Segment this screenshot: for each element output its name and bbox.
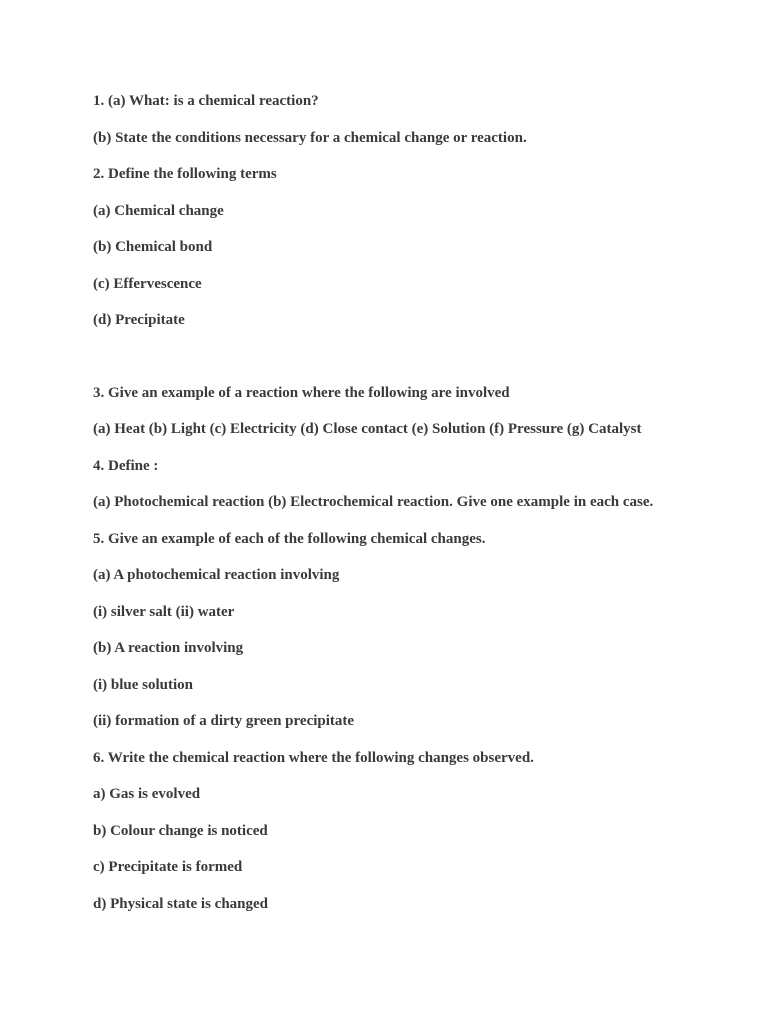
question-2a: (a) Chemical change: [93, 203, 224, 219]
question-6a: a) Gas is evolved: [93, 786, 201, 802]
question-5b: (b) A reaction involving: [93, 640, 244, 656]
question-1a: 1. (a) What: is a chemical reaction?: [93, 93, 319, 109]
question-4a: (a) Photochemical reaction (b) Electrochemical reaction. Give one example in each case.: [93, 494, 654, 510]
question-2d: (d) Precipitate: [93, 312, 185, 328]
question-6b: b) Colour change is noticed: [93, 823, 268, 839]
question-1b: (b) State the conditions necessary for a chemical change or reaction.: [93, 130, 527, 146]
question-2c: (c) Effervescence: [93, 276, 202, 292]
question-6-heading: 6. Write the chemical reaction where the following changes observed.: [93, 750, 534, 766]
question-2b: (b) Chemical bond: [93, 239, 213, 255]
question-5-heading: 5. Give an example of each of the following chemical changes.: [93, 531, 486, 547]
question-5b-i: (i) blue solution: [93, 677, 194, 693]
question-3-items: (a) Heat (b) Light (c) Electricity (d) Close contact (e) Solution (f) Pressure (g) Catalyst: [93, 421, 642, 437]
question-3-heading: 3. Give an example of a reaction where the following are involved: [93, 385, 510, 401]
question-6c: c) Precipitate is formed: [93, 859, 243, 875]
question-5a: (a) A photochemical reaction involving: [93, 567, 340, 583]
question-2-heading: 2. Define the following terms: [93, 166, 277, 182]
question-6d: d) Physical state is changed: [93, 896, 269, 912]
question-5b-ii: (ii) formation of a dirty green precipitate: [93, 713, 355, 729]
question-5a-items: (i) silver salt (ii) water: [93, 604, 235, 620]
question-4-heading: 4. Define :: [93, 458, 159, 474]
